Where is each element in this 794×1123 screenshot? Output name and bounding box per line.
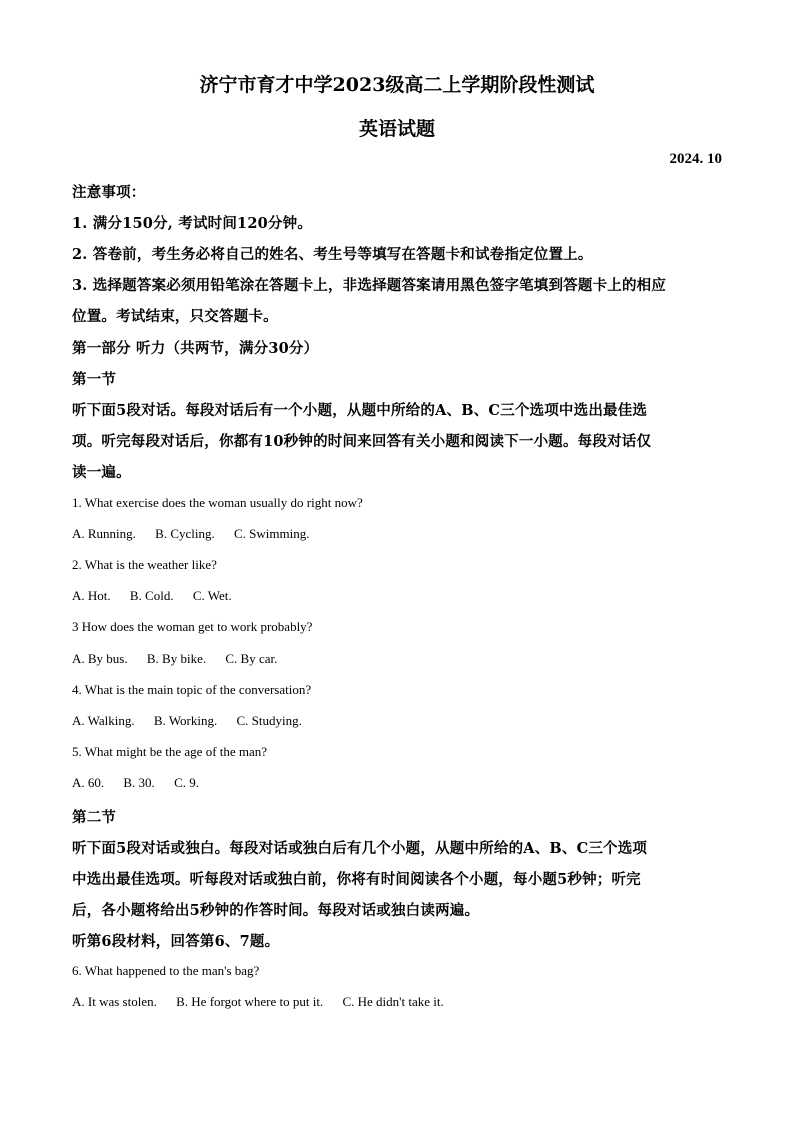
question-text: 3 How does the woman get to work probably?: [72, 619, 313, 634]
option: B. Cycling.: [155, 526, 215, 541]
section-instructions: 读一遍。: [72, 464, 131, 481]
part-heading: 第一部分 听力（共两节，满分30分）: [72, 340, 319, 357]
material-instruction: 听第6段材料，回答第6、7题。: [72, 933, 280, 950]
option: A. Walking.: [72, 713, 135, 728]
option: B. Cold.: [129, 588, 174, 603]
option: B. By bike.: [146, 651, 207, 666]
notice-item: 3. 选择题答案必须用铅笔涂在答题卡上，非选择题答案请用黑色签字笔填到答题卡上的相应: [72, 277, 667, 294]
section-instructions: 后，各小题将给出5秒钟的作答时间。每段对话或独白读两遍。: [72, 902, 480, 919]
notice-item: 2. 答卷前，考生务必将自己的姓名、考生号等填写在答题卡和试卷指定位置上。: [72, 246, 593, 263]
notice-item: 1. 满分150分, 考试时间120分钟。: [72, 215, 313, 232]
question-options: [72, 651, 293, 667]
notice-heading: 注意事项：: [72, 184, 146, 201]
option: C. Wet.: [192, 588, 232, 603]
question-text: 6. What happened to the man's bag?: [72, 963, 260, 978]
notice-item: 位置。考试结束，只交答题卡。: [72, 308, 278, 325]
section-instructions: 听下面5段对话或独白。每段对话或独白后有几个小题，从题中所给的A、B、C三个选项: [72, 840, 648, 857]
option: A. Hot.: [72, 588, 111, 603]
question-options: [72, 588, 248, 604]
option: B. Working.: [153, 713, 218, 728]
question-options: [72, 775, 215, 791]
section-heading: 第一节: [72, 371, 117, 388]
option: C. By car.: [225, 651, 278, 666]
option: C. 9.: [174, 775, 199, 790]
question-text: 1. What exercise does the woman usually do right now?: [72, 495, 363, 510]
option: A. It was stolen.: [72, 994, 157, 1009]
option: B. He forgot where to put it.: [176, 994, 324, 1009]
option: C. Studying.: [236, 713, 302, 728]
option: A. 60.: [72, 775, 105, 790]
exam-date: 2024. 10: [669, 151, 722, 167]
section-instructions: 项。听完每段对话后，你都有10秒钟的时间来回答有关小题和阅读下一小题。每段对话仅: [72, 433, 652, 450]
question-text: 2. What is the weather like?: [72, 557, 217, 572]
question-options: [72, 994, 460, 1010]
option: C. Swimming.: [234, 526, 310, 541]
question-options: [72, 713, 318, 729]
option: A. By bus.: [72, 651, 128, 666]
question-options: [72, 526, 326, 542]
section-instructions: 听下面5段对话。每段对话后有一个小题，从题中所给的A、B、C三个选项中选出最佳选: [72, 402, 648, 419]
question-text: 4. What is the main topic of the conversation?: [72, 682, 312, 697]
option: A. Running.: [72, 526, 136, 541]
option: C. He didn't take it.: [342, 994, 444, 1009]
exam-title: 济宁市育才中学2023级高二上学期阶段性测试: [199, 74, 595, 96]
question-text: 5. What might be the age of the man?: [72, 744, 268, 759]
exam-subtitle: 英语试题: [358, 118, 435, 140]
option: B. 30.: [123, 775, 155, 790]
section-heading: 第二节: [72, 809, 117, 826]
section-instructions: 中选出最佳选项。听每段对话或独白前，你将有时间阅读各个小题，每小题5秒钟；听完: [72, 871, 641, 888]
